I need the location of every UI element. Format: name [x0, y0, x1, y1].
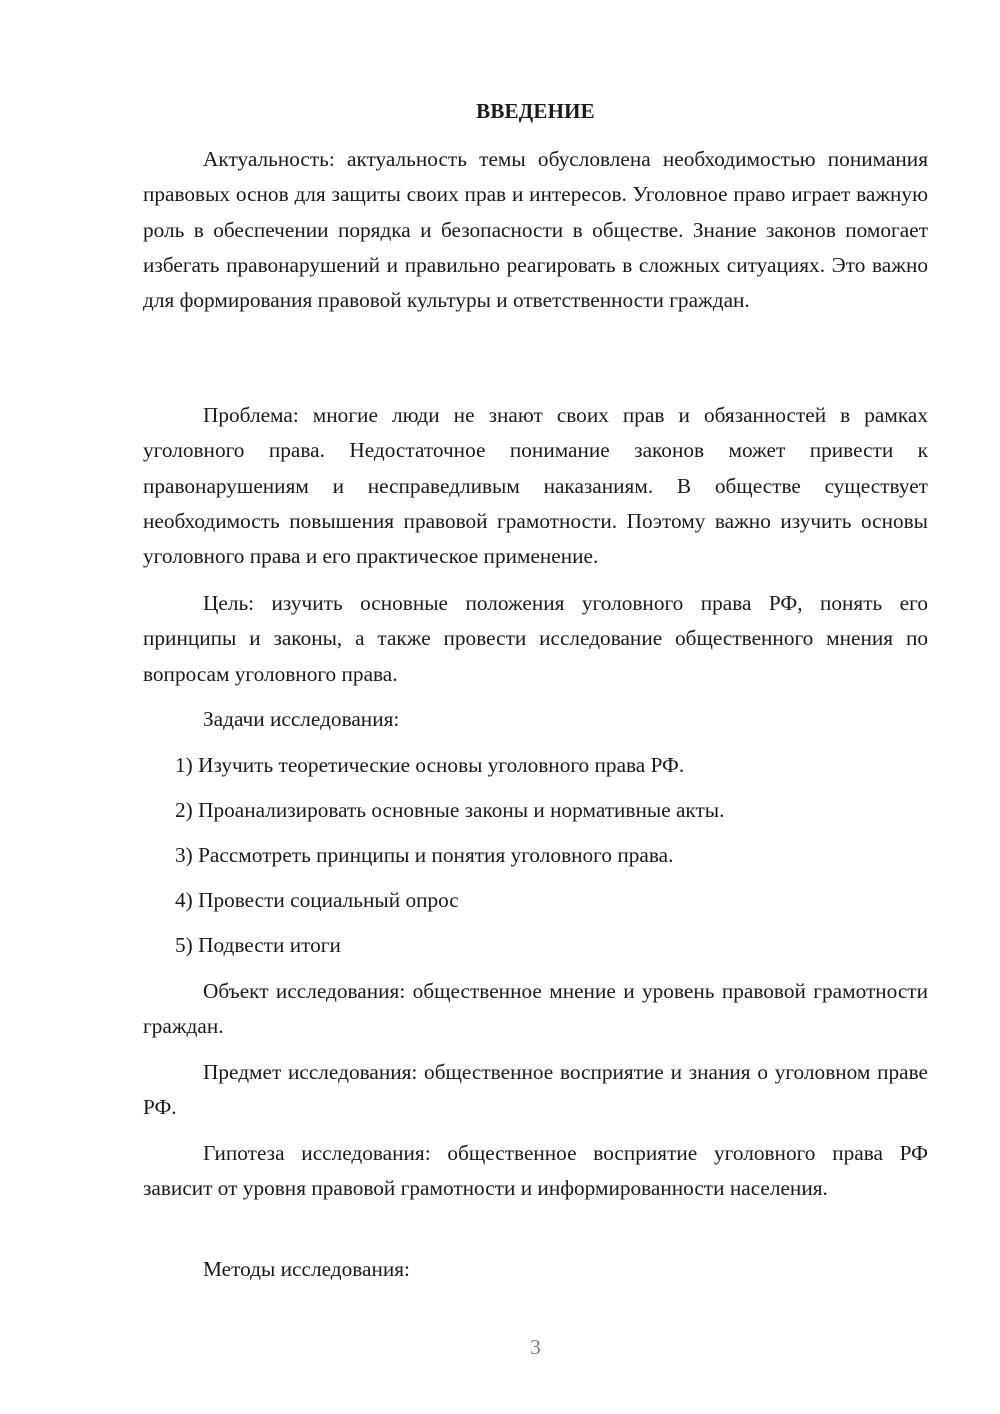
page-number: 3 — [530, 1335, 541, 1359]
task-item-3: 3) Рассмотреть принципы и понятия уголовного права. — [175, 843, 674, 867]
tasks-heading: Задачи исследования: — [203, 707, 400, 731]
task-item-4: 4) Провести социальный опрос — [175, 888, 459, 912]
methods-heading: Методы исследования: — [203, 1257, 410, 1281]
subject-paragraph: Предмет исследования: общественное восприятие и знания о уголовном праве РФ. — [143, 1060, 928, 1120]
task-item-1: 1) Изучить теоретические основы уголовного права РФ. — [175, 753, 685, 777]
section-title: ВВЕДЕНИЕ — [476, 99, 595, 123]
relevance-paragraph: Актуальность: актуальность темы обусловлена необходимостью понимания правовых основ для защиты своих прав и интересов. Уголовное право играет важную роль в обеспечении порядка и безопасности в обществе. Знание законов помогает избегать правонарушений и правильно реагировать в сложных ситуациях. Это важно для формирования правовой культуры и ответственности граждан. — [143, 147, 928, 313]
hypothesis-paragraph: Гипотеза исследования: общественное восприятие уголовного права РФ зависит от уровня правовой грамотности и информированности населения. — [143, 1141, 928, 1201]
task-item-2: 2) Проанализировать основные законы и нормативные акты. — [175, 798, 725, 822]
problem-paragraph: Проблема: многие люди не знают своих прав и обязанностей в рамках уголовного права. Недостаточное понимание законов может привести к правонарушениям и несправедливым наказаниям. В обществе существует необходимость повышения правовой грамотности. Поэтому важно изучить основы уголовного права и его практическое применение. — [143, 403, 928, 569]
goal-paragraph: Цель: изучить основные положения уголовного права РФ, понять его принципы и законы, а также провести исследование общественного мнения по вопросам уголовного права. — [143, 591, 928, 686]
task-item-5: 5) Подвести итоги — [175, 933, 341, 957]
object-paragraph: Объект исследования: общественное мнение и уровень правовой грамотности граждан. — [143, 979, 928, 1039]
